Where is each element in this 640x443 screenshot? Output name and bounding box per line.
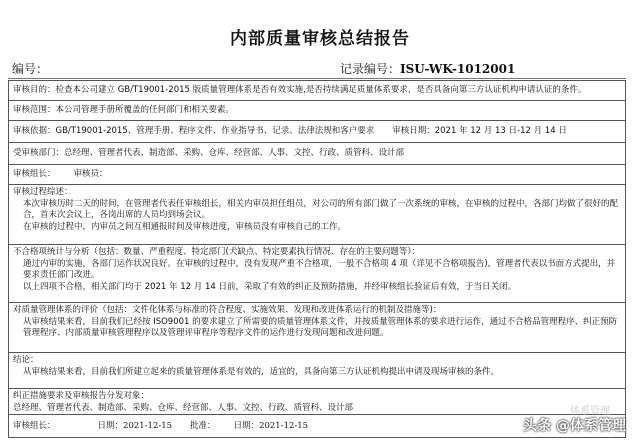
eval-title: 对质量管理体系的评价（包括：文件化体系与标准的符合程度、实施效果、发现和改进体系运行的机制及措施等)： (13, 305, 442, 315)
record-number (340, 60, 515, 77)
row-team (9, 165, 625, 185)
row-process (9, 185, 625, 245)
report-title: 内部质量审核总结报告 (230, 29, 410, 49)
distribution-text: 总经理、管理者代表、制造部、采购、仓库、经营部、人事、文控、行政、质管科、设计部 (13, 402, 354, 413)
date-label: 审核日期： (392, 126, 435, 136)
sign-leader-label: 审核组长： (13, 421, 56, 431)
header-rule (8, 78, 626, 79)
sign-date2: 2021-12-15 (259, 421, 309, 431)
scope-text: 审核范围：本公司管理手册所覆盖的任何部门和相关要素。 (13, 105, 235, 115)
member-label: 审核员： (73, 169, 108, 179)
row-conclusion (9, 353, 625, 389)
process-paragraph-2: 在审核的过程中，内审员之间互相通报时间及审核进度，审核员没有审核自己的工作。 (23, 221, 347, 232)
basis-text: 审核依据：GB/T19001-2015、管理手册、程序文件、作业指导书、记录、法律法规和客户要求 (13, 126, 375, 136)
process-paragraph-1: 本次审核历时二天的时间，在管理者代表任审核组长，相关内审员担任组员，对公司的所有部门做了一次系统的审核，在审核的过程中，各部门均做了很好的配合，首末次会议上，各岗出席的人员均到场会议。 (23, 198, 619, 220)
departments-text: 受审核部门：总经理、管理者代表、制造部、采购、仓库、经营部、人事、文控、行政、质管科、设计部 (13, 148, 405, 158)
approve-label: 批准： (190, 421, 216, 431)
watermark: 头条 @体系管理 (523, 418, 626, 434)
sign-date: 2021-12-15 (123, 421, 173, 431)
conclusion-title: 结论： (13, 355, 39, 365)
watermark-top: 体系管理 (570, 406, 610, 417)
row-scope (9, 101, 625, 121)
row-distribution (9, 389, 625, 415)
report-table (8, 80, 626, 438)
row-departments (9, 143, 625, 165)
row-basis (9, 121, 625, 143)
distribution-title: 纠正措施要求及审核报告分发对象： (13, 391, 150, 401)
row-evaluation (9, 303, 625, 353)
record-label: 记录编号： (340, 62, 401, 76)
conclusion-text: 从审核结果来看，目前我们所建立起来的质量管理体系是有效的，适宜的，具备向第三方认证机构提出申请及现场审核的条件。 (23, 366, 500, 377)
nc-paragraph-1: 通过内审的实施，各部门运作状况良好。在审核的过程中，没有发现严重不合格项，一般不合格项 4 项（详见不合格项报告)，管理者代表以书面方式提出，并要求责任部门改进。 (23, 258, 616, 280)
nc-title: 不合格项统计与分析（包括：数量、严重程度、特定部门(犬缺点、特定要素执行情况、存在的主要问题等）： (13, 247, 421, 257)
process-title: 审核过程综述： (13, 187, 73, 197)
eval-paragraph: 从审核结果来看，目前我们已经按 ISO9001 的要求建立了所需要的质量管理体系文件，并按质量管理体系的要求进行运作，通过不合格品管理程序、纠正预防管理程序、内部质量审核管理程序以及管理评审程序等程序文件的运作进行发现问题和改进问题。 (23, 316, 618, 338)
leader-label: 审核组长： (13, 169, 56, 179)
date-value: 2021 年 12 月 13 日-12 月 14 日 (434, 126, 567, 136)
sign-date2-label: 日期： (233, 421, 260, 431)
purpose-text: 审核目的：检查本公司建立 GB/T19001-2015 版质量管理体系是否有效实施,是否持续满足质量体系要求，是否具备向第三方认证机构申请认证的条件。 (13, 85, 587, 95)
row-nonconformity (9, 245, 625, 303)
nc-paragraph-2: 以上四项不合格，相关部门均于 2021 年 12 月 14 日前，采取了有效的纠正及预防措施，并经审核组长验证后有效，于当日关闭。 (23, 281, 516, 292)
number-label: 编号： (12, 62, 49, 76)
row-purpose (9, 81, 625, 101)
record-value: ISU-WK-1012001 (400, 62, 516, 76)
sign-date-label: 日期： (97, 421, 124, 431)
